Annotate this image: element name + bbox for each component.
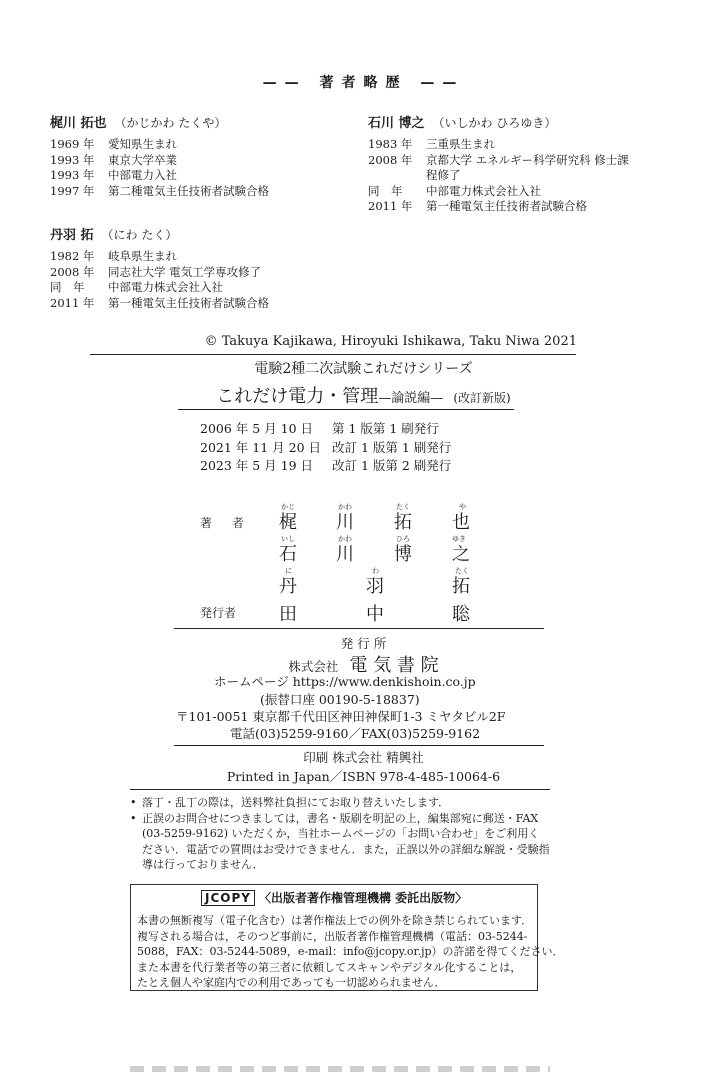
author-char: 也 <box>452 512 470 533</box>
edition-row: 2023 年 5 月 19 日 改訂 1 版第 2 刷発行 <box>200 458 452 473</box>
author-char: 梶 <box>279 512 297 533</box>
divider <box>174 745 544 746</box>
authors-label: 著 者 <box>200 516 252 530</box>
bio-entry: 1982 年 岐阜県生まれ <box>50 249 177 263</box>
ruby: たく <box>396 503 410 511</box>
publisher-person-char: 中 <box>366 604 384 625</box>
publisher-address: 〒101-0051 東京都千代田区神田神保町1-3 ミヤタビル2F <box>176 709 506 724</box>
bio-entry: 1997 年 第二種電気主任技術者試験合格 <box>50 183 269 198</box>
bio-entry: 2008 年 京都大学 エネルギー科学研究科 修士課 程修了 <box>368 152 629 182</box>
author-char: 川 <box>336 544 354 565</box>
book-subtitle: —論説編— <box>378 391 444 406</box>
author-char: 丹 <box>279 576 297 597</box>
divider <box>130 789 550 790</box>
notes <box>130 795 550 873</box>
author-char: 博 <box>394 544 412 565</box>
bio-entry: 1969 年 愛知県生まれ <box>50 137 177 151</box>
ruby: わ <box>372 567 379 575</box>
heading-text: 著者略歴 <box>319 75 408 91</box>
jcopy-box <box>130 884 564 991</box>
printer-line: 印刷 株式会社 精興社 <box>303 750 424 765</box>
jcopy-text: 本書の無断複写（電子化含む）は著作権法上での例外を除き禁じられています． 複写される場合は，そのつど事前に，出版者著作権管理機構（電話：03-5244- 5088，FAX：03-5244-5089，e-mail：info@jcopy.or.jp）の許諾を得てください． また本書を代行業者等の第三者に依頼してスキャンやデジタル化することは， たとえ個人や家庭内での利用であっても一切認められません． <box>137 914 564 989</box>
divider <box>178 409 514 410</box>
author-name: 丹羽 拓 <box>50 228 94 243</box>
author-char: 羽 <box>366 576 384 597</box>
author-bio-kajikawa <box>50 112 269 199</box>
publisher-homepage: ホームページ https://www.denkishoin.co.jp <box>214 674 476 689</box>
publisher-person-char: 聡 <box>452 604 470 625</box>
ruby: に <box>285 567 292 575</box>
edition-history <box>200 420 451 476</box>
author-bio-niwa <box>50 224 269 311</box>
author-reading: （にわ たく） <box>101 228 178 242</box>
edition-row: 2006 年 5 月 10 日 第 1 版第 1 刷発行 <box>200 421 439 436</box>
bio-entry: 同 年 中部電力株式会社入社 <box>50 280 223 294</box>
bio-entry: 1993 年 東京大学卒業 <box>50 152 177 167</box>
jcopy-header <box>201 889 467 906</box>
series-name: 電験2種二次試験これだけシリーズ <box>254 361 473 377</box>
ruby: ゆき <box>452 535 466 543</box>
divider <box>90 354 576 355</box>
author-bio-ishikawa <box>368 112 629 215</box>
jcopy-title: 〈出版者著作権管理機構 委託出版物〉 <box>258 891 468 905</box>
publisher-label: 発 行 所 <box>340 636 387 651</box>
author-name: 石川 博之 <box>368 116 425 131</box>
author-char: 拓 <box>394 512 412 533</box>
ruby: かわ <box>338 503 352 511</box>
publisher-person-label: 発行者 <box>200 606 237 620</box>
company-prefix: 株式会社 <box>288 659 339 674</box>
author-char: 拓 <box>452 576 470 597</box>
ruby: いし <box>281 535 295 543</box>
bio-entry: 1993 年 中部電力入社 <box>50 168 177 182</box>
heading-dash-left: —— <box>262 75 307 91</box>
ruby: たく <box>455 567 469 575</box>
book-title-main: これだけ電力・管理 <box>216 386 379 407</box>
book-title <box>0 382 727 408</box>
author-name: 梶川 拓也 <box>50 116 107 131</box>
author-char: 之 <box>452 544 470 565</box>
ruby: や <box>459 503 466 511</box>
bio-entry: 同 年 中部電力株式会社入社 <box>368 183 541 198</box>
publisher-phone: 電話(03)5259-9160／FAX(03)5259-9162 <box>230 726 481 741</box>
faded-bottom-text <box>130 1066 550 1072</box>
author-reading: （いしかわ ひろゆき） <box>432 116 557 130</box>
copyright-line: © Takuya Kajikawa, Hiroyuki Ishikawa, Taku Niwa 2021 <box>204 334 577 349</box>
jcopy-badge: JCOPY <box>201 890 255 906</box>
book-edition: (改訂新版) <box>453 391 511 405</box>
bio-entry: 2011 年 第一種電気主任技術者試験合格 <box>50 295 269 310</box>
author-char: 石 <box>279 544 297 565</box>
publisher-person-char: 田 <box>279 604 297 625</box>
note-item: • 落丁・乱丁の際は，送料弊社負担にてお取り替えいたします． <box>130 796 450 809</box>
note-item: • 正誤のお問合せにつきましては，書名・版刷を明記の上，編集部宛に郵送・FAX (03-5259-9162) いただくか，当社ホームページの「お問い合わせ」をご利用ください．電話での質問はお受けできません．また，正誤以外の詳細な解説・受験指導は行っておりません． <box>130 811 550 871</box>
bio-heading <box>0 72 727 92</box>
divider <box>174 628 544 629</box>
isbn-line: Printed in Japan／ISBN 978-4-485-10064-6 <box>226 769 501 784</box>
ruby: かじ <box>281 503 295 511</box>
ruby: かわ <box>338 535 352 543</box>
heading-dash-right: —— <box>420 75 465 91</box>
company-name: 電 気 書 院 <box>349 655 439 676</box>
bio-entry: 2011 年 第一種電気主任技術者試験合格 <box>368 199 587 213</box>
bio-entry: 1983 年 三重県生まれ <box>368 137 495 151</box>
bio-entry: 2008 年 同志社大学 電気工学専攻修了 <box>50 264 262 279</box>
author-reading: （かじかわ たくや） <box>114 116 227 130</box>
edition-row: 2021 年 11 月 20 日 改訂 1 版第 1 刷発行 <box>200 439 452 455</box>
publisher-transfer: (振替口座 00190-5-18837) <box>260 692 420 707</box>
ruby: ひろ <box>396 535 410 543</box>
author-char: 川 <box>336 512 354 533</box>
